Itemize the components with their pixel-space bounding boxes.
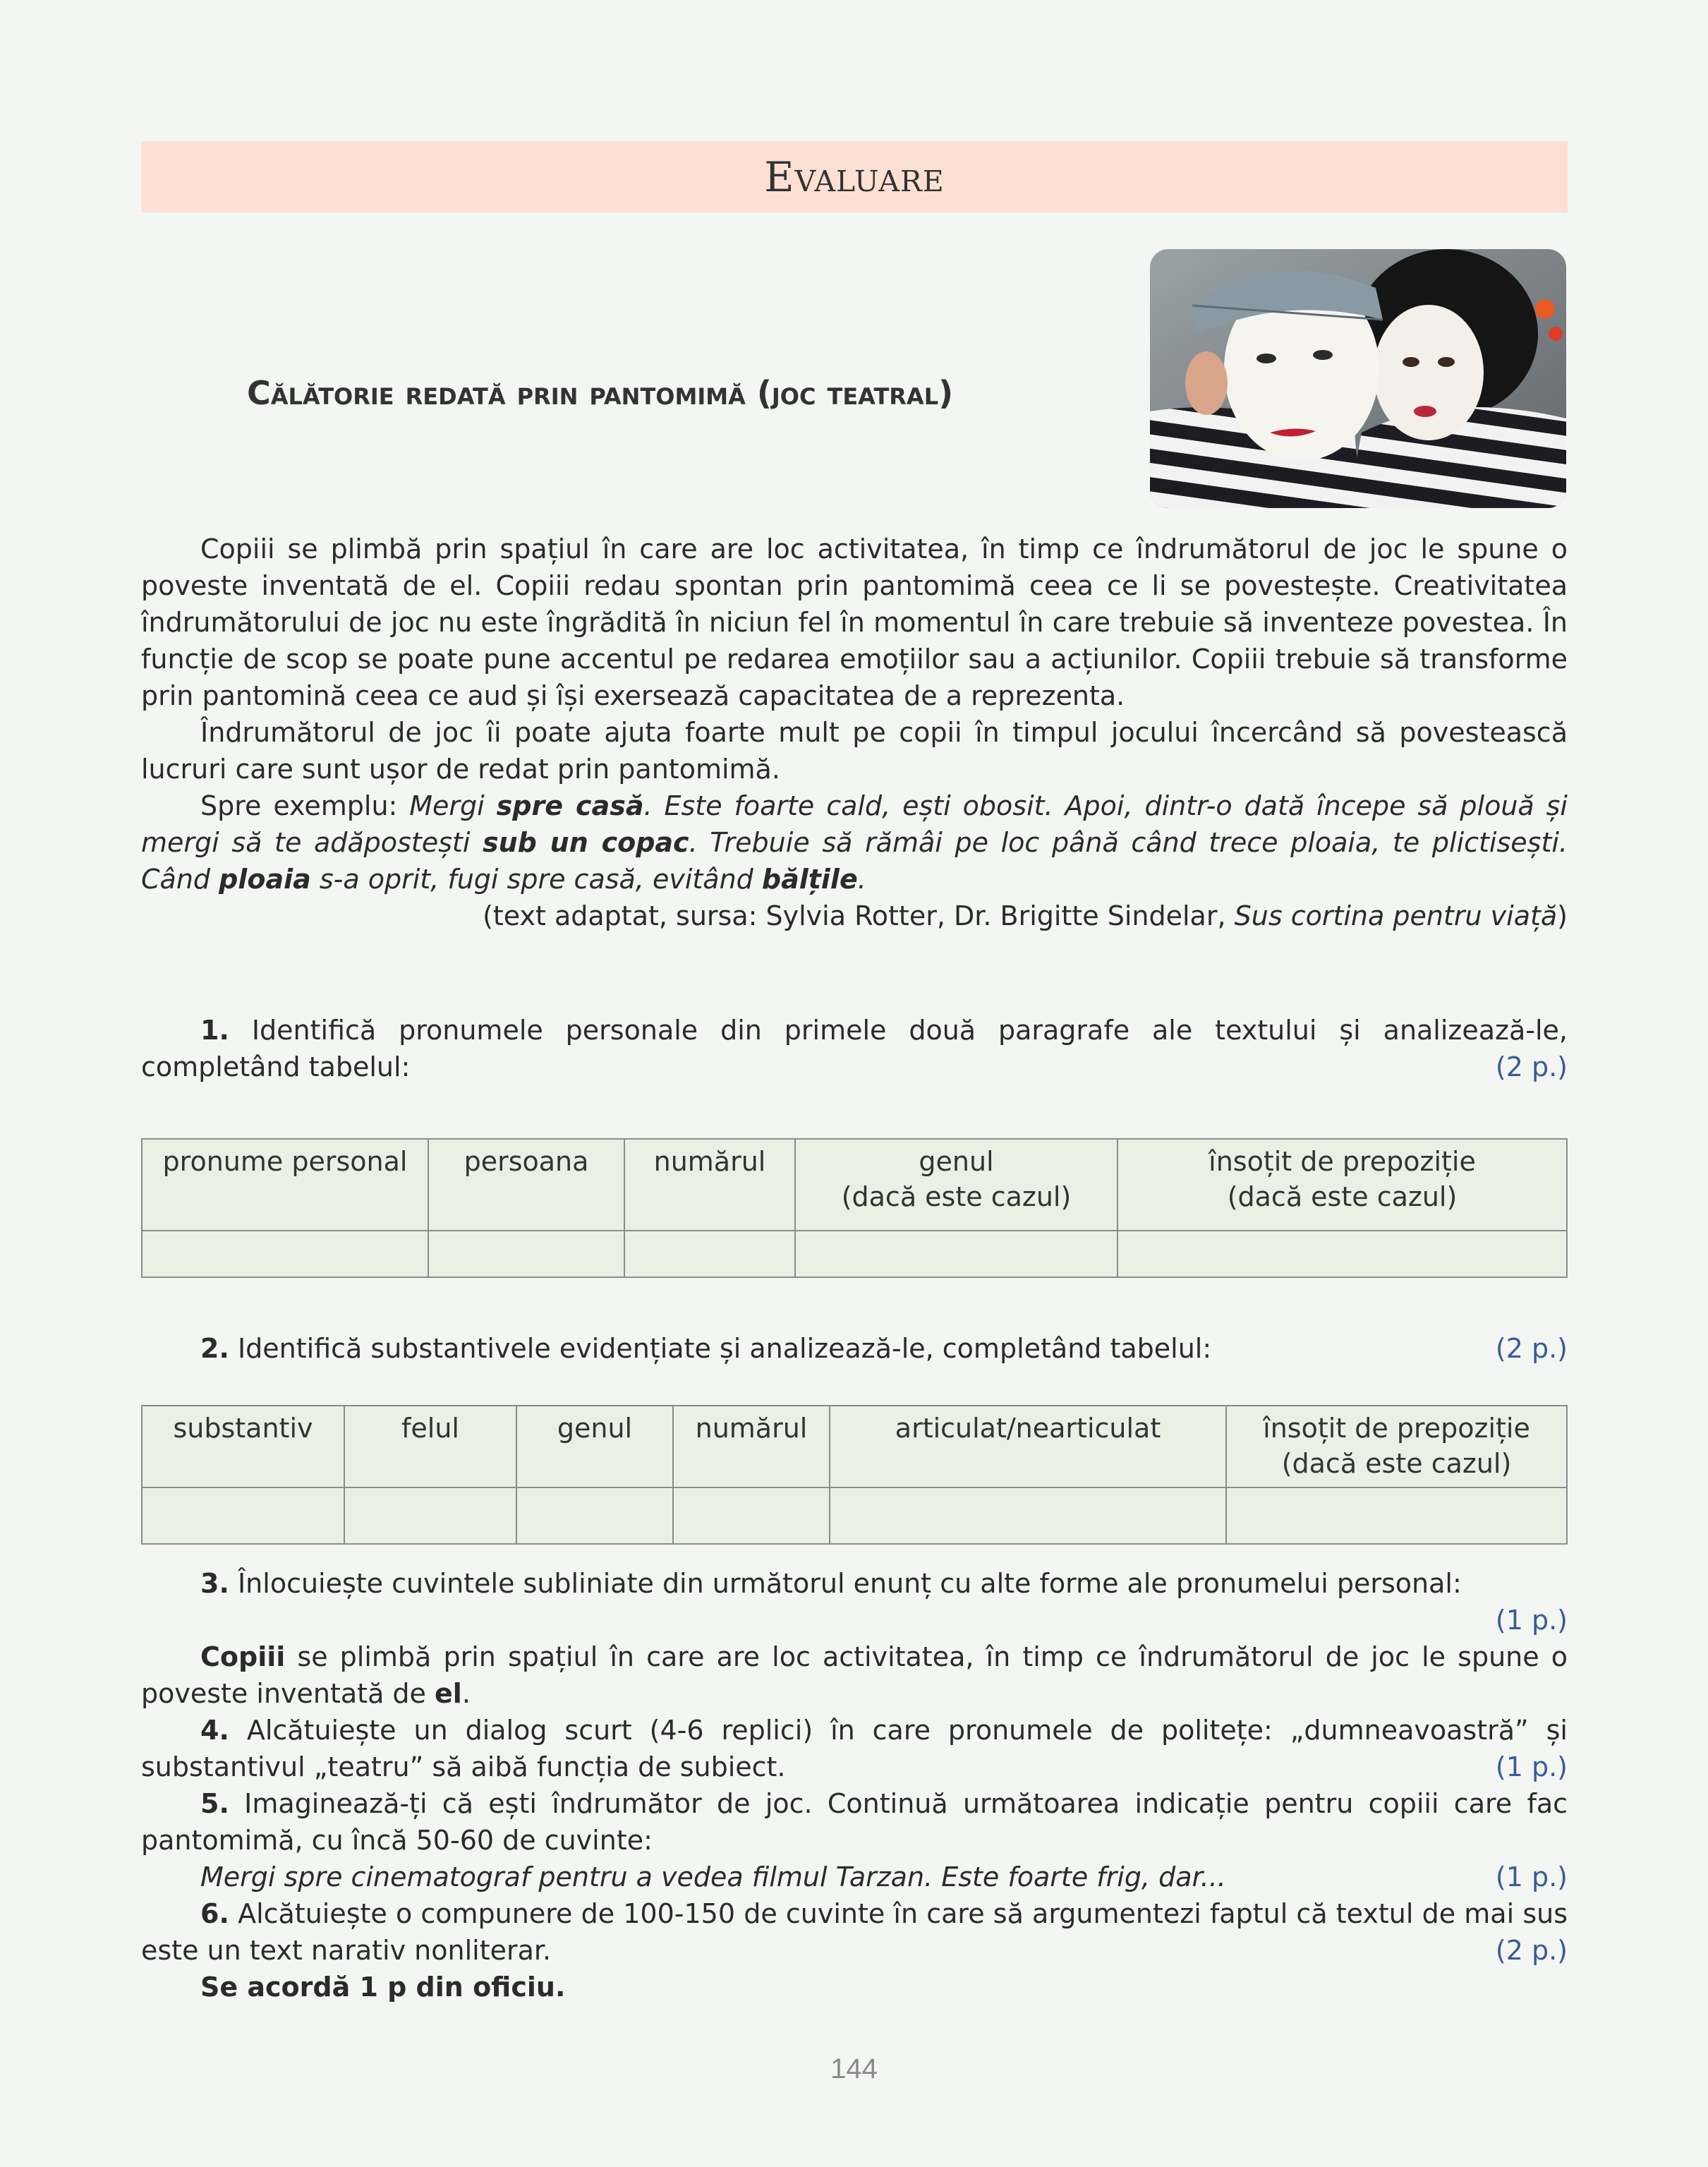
- page-title: Evaluare: [764, 152, 945, 201]
- table-header: numărul: [624, 1139, 795, 1231]
- exercise-4: [141, 1712, 1568, 1785]
- sentence-text: se plimbă prin spațiul în care are loc activitatea, în timp ce îndrumătorul de joc le spune o poveste inventată de: [141, 1641, 1568, 1709]
- points-label: (2 p.): [1495, 1935, 1568, 1966]
- table-header: [795, 1139, 1118, 1231]
- highlighted-noun: bălțile: [761, 864, 858, 895]
- mime-photo: [1150, 249, 1566, 508]
- header-line: (dacă este cazul): [841, 1181, 1072, 1212]
- table-header: pronume personal: [142, 1139, 428, 1231]
- exercise-text: Înlocuiește cuvintele subliniate din următorul enunț cu alte forme ale pronumelui personal:: [229, 1568, 1462, 1599]
- points-label: (1 p.): [1495, 1605, 1568, 1636]
- highlighted-noun: sub un copac: [483, 827, 689, 858]
- answer-cell[interactable]: [795, 1231, 1118, 1277]
- points-label: (1 p.): [1495, 1861, 1568, 1893]
- sentence-text: .: [461, 1678, 471, 1709]
- exercise-1: [141, 1012, 1568, 1085]
- exercise-number: 1.: [200, 1015, 229, 1046]
- highlighted-noun: spre casă: [496, 790, 644, 821]
- header-line: însoțit de prepoziție: [1209, 1146, 1476, 1177]
- table-header: articulat/nearticulat: [830, 1406, 1226, 1487]
- passage-paragraph-2: Îndrumătorul de joc îi poate ajuta foarte mult pe copii în timpul jocului încercând să povestească lucruri care sunt ușor de redat prin pantomimă.: [141, 717, 1568, 785]
- answer-cell[interactable]: [1118, 1231, 1567, 1277]
- exercises-3-6: [141, 1565, 1568, 2005]
- exercise-number: 5.: [200, 1788, 229, 1819]
- exercise-5: [141, 1785, 1568, 1859]
- exercise-number: 6.: [200, 1898, 229, 1929]
- exercise-2: [141, 1330, 1568, 1367]
- points-label: (1 p.): [1495, 1751, 1568, 1782]
- exercise-text: Identifică pronumele personale din primele două paragrafe ale textului și analizează-le, completând tabelul:: [141, 1015, 1568, 1082]
- example-text: Mergi: [409, 790, 497, 821]
- example-text: s-a oprit, fugi spre casă, evitând: [310, 864, 762, 895]
- prompt-text: Mergi spre cinematograf pentru a vedea filmul Tarzan. Este foarte frig, dar...: [200, 1861, 1226, 1893]
- example-text: .: [857, 864, 866, 895]
- header-line: însoțit de prepoziție: [1263, 1413, 1530, 1444]
- exercise-number: 3.: [200, 1568, 229, 1599]
- bonus-note: Se acordă 1 p din oficiu.: [200, 1972, 566, 2003]
- exercise-text: Alcătuiește un dialog scurt (4-6 replici) în care pronumele de politețe: „dumneavoastră” și substantivul „teatru” să aibă funcția de subiect.: [141, 1715, 1568, 1782]
- answer-cell[interactable]: [428, 1231, 624, 1277]
- points-label: (2 p.): [1495, 1051, 1568, 1082]
- table-header: genul: [516, 1406, 673, 1487]
- passage-example: [141, 787, 1568, 898]
- exercise-5-prompt: [141, 1859, 1568, 1895]
- example-text: . Este foarte cald, ești obosit. Apoi, dintr-o dată începe să plouă și mergi să te adăpostești: [141, 790, 1568, 858]
- passage-paragraph-1: Copiii se plimbă prin spațiul în care are loc activitatea, în timp ce îndrumătorul de joc le spune o poveste inventată de el. Copiii redau spontan prin pantomimă ceea ce li se povestește. Creativitatea îndrumătorului de joc nu este îngrădită în niciun fel în momentul în care trebuie să inventeze povestea. În funcție de scop se poate pune accentul pe redarea emoțiilor sau a acțiunilor. Copiii trebuie să transforme prin pantomină ceea ce aud și își exersează capacitatea de a reprezenta.: [141, 533, 1568, 711]
- mime-photo-illustration: [1150, 249, 1566, 508]
- noun-table: [141, 1405, 1568, 1545]
- pronoun-table: [141, 1138, 1568, 1278]
- answer-cell[interactable]: [344, 1487, 516, 1544]
- answer-cell[interactable]: [830, 1487, 1226, 1544]
- header-line: (dacă este cazul): [1227, 1181, 1458, 1212]
- source-prefix: (text adaptat, sursa: Sylvia Rotter, Dr. Brigitte Sindelar,: [483, 900, 1235, 931]
- highlighted-noun: ploaia: [219, 864, 311, 895]
- example-intro: Spre exemplu:: [200, 790, 410, 821]
- answer-cell[interactable]: [516, 1487, 673, 1544]
- header-line: (dacă este cazul): [1281, 1448, 1512, 1479]
- table-header: persoana: [428, 1139, 624, 1231]
- page-number: 144: [830, 2053, 878, 2084]
- underlined-word: el: [435, 1678, 462, 1709]
- exercise-text: Imaginează-ți că ești îndrumător de joc. Continuă următoarea indicație pentru copiii care fac pantomimă, cu încă 50-60 de cuvinte:: [141, 1788, 1568, 1856]
- exercise-6: [141, 1895, 1568, 1969]
- activity-title: Călătorie redată prin pantomimă (joc teatral): [247, 374, 954, 412]
- table-header: [1226, 1406, 1567, 1487]
- table-header: numărul: [673, 1406, 830, 1487]
- exercise-number: 2.: [200, 1333, 229, 1364]
- source-citation: [141, 898, 1568, 934]
- exercise-3: [141, 1565, 1568, 1602]
- answer-cell[interactable]: [1226, 1487, 1567, 1544]
- exercise-text: Alcătuiește o compunere de 100-150 de cuvinte în care să argumentezi faptul că textul de mai sus este un text narativ nonliterar.: [141, 1898, 1568, 1966]
- answer-cell[interactable]: [624, 1231, 795, 1277]
- exercise-3-sentence: [141, 1638, 1568, 1712]
- table-header: [1118, 1139, 1567, 1231]
- exercise-text: Identifică substantivele evidențiate și analizează-le, completând tabelul:: [229, 1333, 1212, 1364]
- table-header: felul: [344, 1406, 516, 1487]
- example-text: . Trebuie să rămâi pe loc până când trece ploaia, te plictisești. Când: [141, 827, 1568, 895]
- source-title: Sus cortina pentru viață: [1234, 900, 1558, 931]
- points-label: (2 p.): [1495, 1333, 1568, 1364]
- reading-passage: [141, 531, 1568, 934]
- header-line: genul: [919, 1146, 994, 1177]
- underlined-word: Copiii: [200, 1641, 286, 1672]
- answer-cell[interactable]: [142, 1231, 428, 1277]
- table-header: substantiv: [142, 1406, 344, 1487]
- exercise-number: 4.: [200, 1715, 229, 1746]
- title-banner: [141, 141, 1568, 212]
- source-suffix: ): [1557, 900, 1568, 931]
- answer-cell[interactable]: [142, 1487, 344, 1544]
- answer-cell[interactable]: [673, 1487, 830, 1544]
